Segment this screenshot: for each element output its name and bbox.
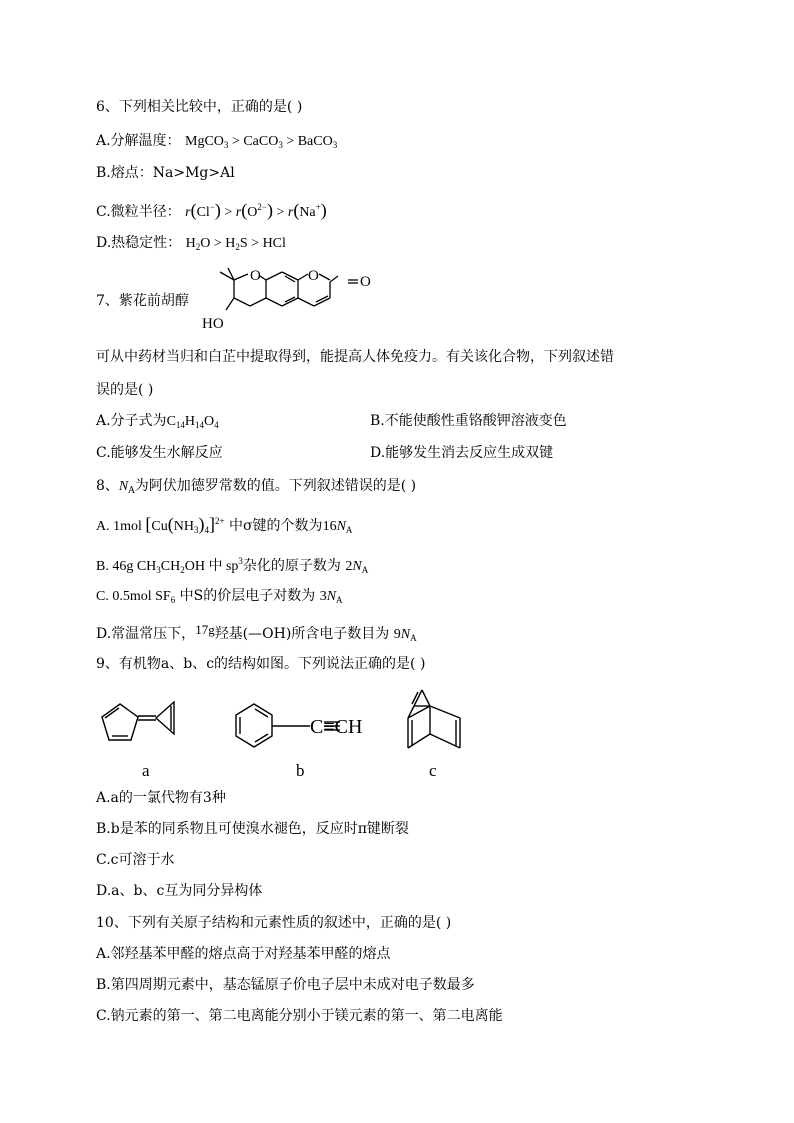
q9-structures-diagram (92, 684, 472, 784)
q7-option-b: B.不能使酸性重铬酸钾溶液变色 (370, 413, 567, 429)
q7-o-label-1: O (250, 268, 261, 284)
q6-d-label: D.热稳定性： (96, 235, 182, 251)
q7-stem-cont: 可从中药材当归和白芷中提取得到，能提高人体免疫力。有关该化合物，下列叙述错 (96, 349, 614, 365)
q8-option-b: B. 46g $CH_3CH_2OH$ 中 $sp^3$杂化的原子数为 $2N_A$ (96, 556, 369, 575)
q7-option-d: D.能够发生消去反应生成双键 (370, 445, 554, 461)
q9-label-c: c (429, 761, 437, 780)
q9-label-a: a (142, 761, 150, 780)
q8-option-a: A. 1mol $[Cu(NH_3)_4]^{2+}$ 中σ键的个数为$16N_A$ (96, 514, 353, 535)
q6-a-label: A.分解温度： (96, 133, 181, 149)
q7-stem-prefix: 7、紫花前胡醇 (96, 293, 189, 309)
q10-option-b: B.第四周期元素中，基态锰原子价电子层中未成对电子数最多 (96, 977, 475, 993)
q10-stem: 10、下列有关原子结构和元素性质的叙述中，正确的是( ) (96, 915, 452, 931)
q9-option-d: D.a、b、c互为同分异构体 (96, 883, 263, 899)
q6-stem: 6、下列相关比较中，正确的是( ) (96, 99, 303, 115)
q10-option-a: A.邻羟基苯甲醛的熔点高于对羟基苯甲醛的熔点 (96, 946, 391, 962)
q6-option-c (96, 197, 327, 223)
q8-option-c: C. 0.5mol $SF_6$ 中S的价层电子对数为 $3N_A$ (96, 588, 343, 605)
q6-option-d (96, 233, 286, 257)
q9-stem: 9、有机物a、b、c的结构如图。下列说法正确的是( ) (96, 656, 426, 672)
q6-option-b: B.熔点：Na>Mg>Al (96, 165, 235, 181)
q7-structure-diagram (198, 258, 398, 336)
q6-c-expr: $r(Cl^-) > r(O^{2-}) > r(Na^+)$ (185, 200, 327, 220)
q9-b-group: C≡CH (310, 716, 363, 738)
q7-ho-label: HO (202, 316, 224, 332)
q7-option-a: A.分子式为$C_{14}H_{14}O_4$ (96, 413, 219, 430)
q9-option-c: C.c可溶于水 (96, 852, 175, 868)
q6-c-label: C.微粒半径： (96, 204, 181, 220)
q7-options-row-2 (96, 443, 696, 463)
q10-option-c: C.钠元素的第一、第二电离能分别小于镁元素的第一、第二电离能 (96, 1008, 503, 1024)
q9-option-a: A.a的一氯代物有3种 (96, 790, 226, 806)
q9-option-b: B.b是苯的同系物且可使溴水褪色，反应时π键断裂 (96, 821, 409, 837)
q6-a-formula: MgCO$_3$ > CaCO$_3$ > BaCO$_3$ (185, 134, 338, 150)
q7-stem-cont2: 误的是( ) (96, 382, 154, 398)
q6-option-a (96, 131, 337, 155)
q7-o-label-3: O (360, 274, 371, 290)
q8-stem: 8、$N_A$为阿伏加德罗常数的值。下列叙述错误的是( ) (96, 478, 417, 496)
q8-option-d: D.常温常压下，$^{17g}$羟基(—OH)所含电子数目为 $9N_A$ (96, 622, 417, 643)
q9-label-b: b (296, 761, 305, 780)
q7-options-row-1 (96, 411, 696, 435)
q6-d-formula: $H_2O > H_2S$ > HCl (185, 236, 286, 252)
q7-o-label-2: O (308, 268, 319, 284)
q7-option-c: C.能够发生水解反应 (96, 445, 223, 461)
